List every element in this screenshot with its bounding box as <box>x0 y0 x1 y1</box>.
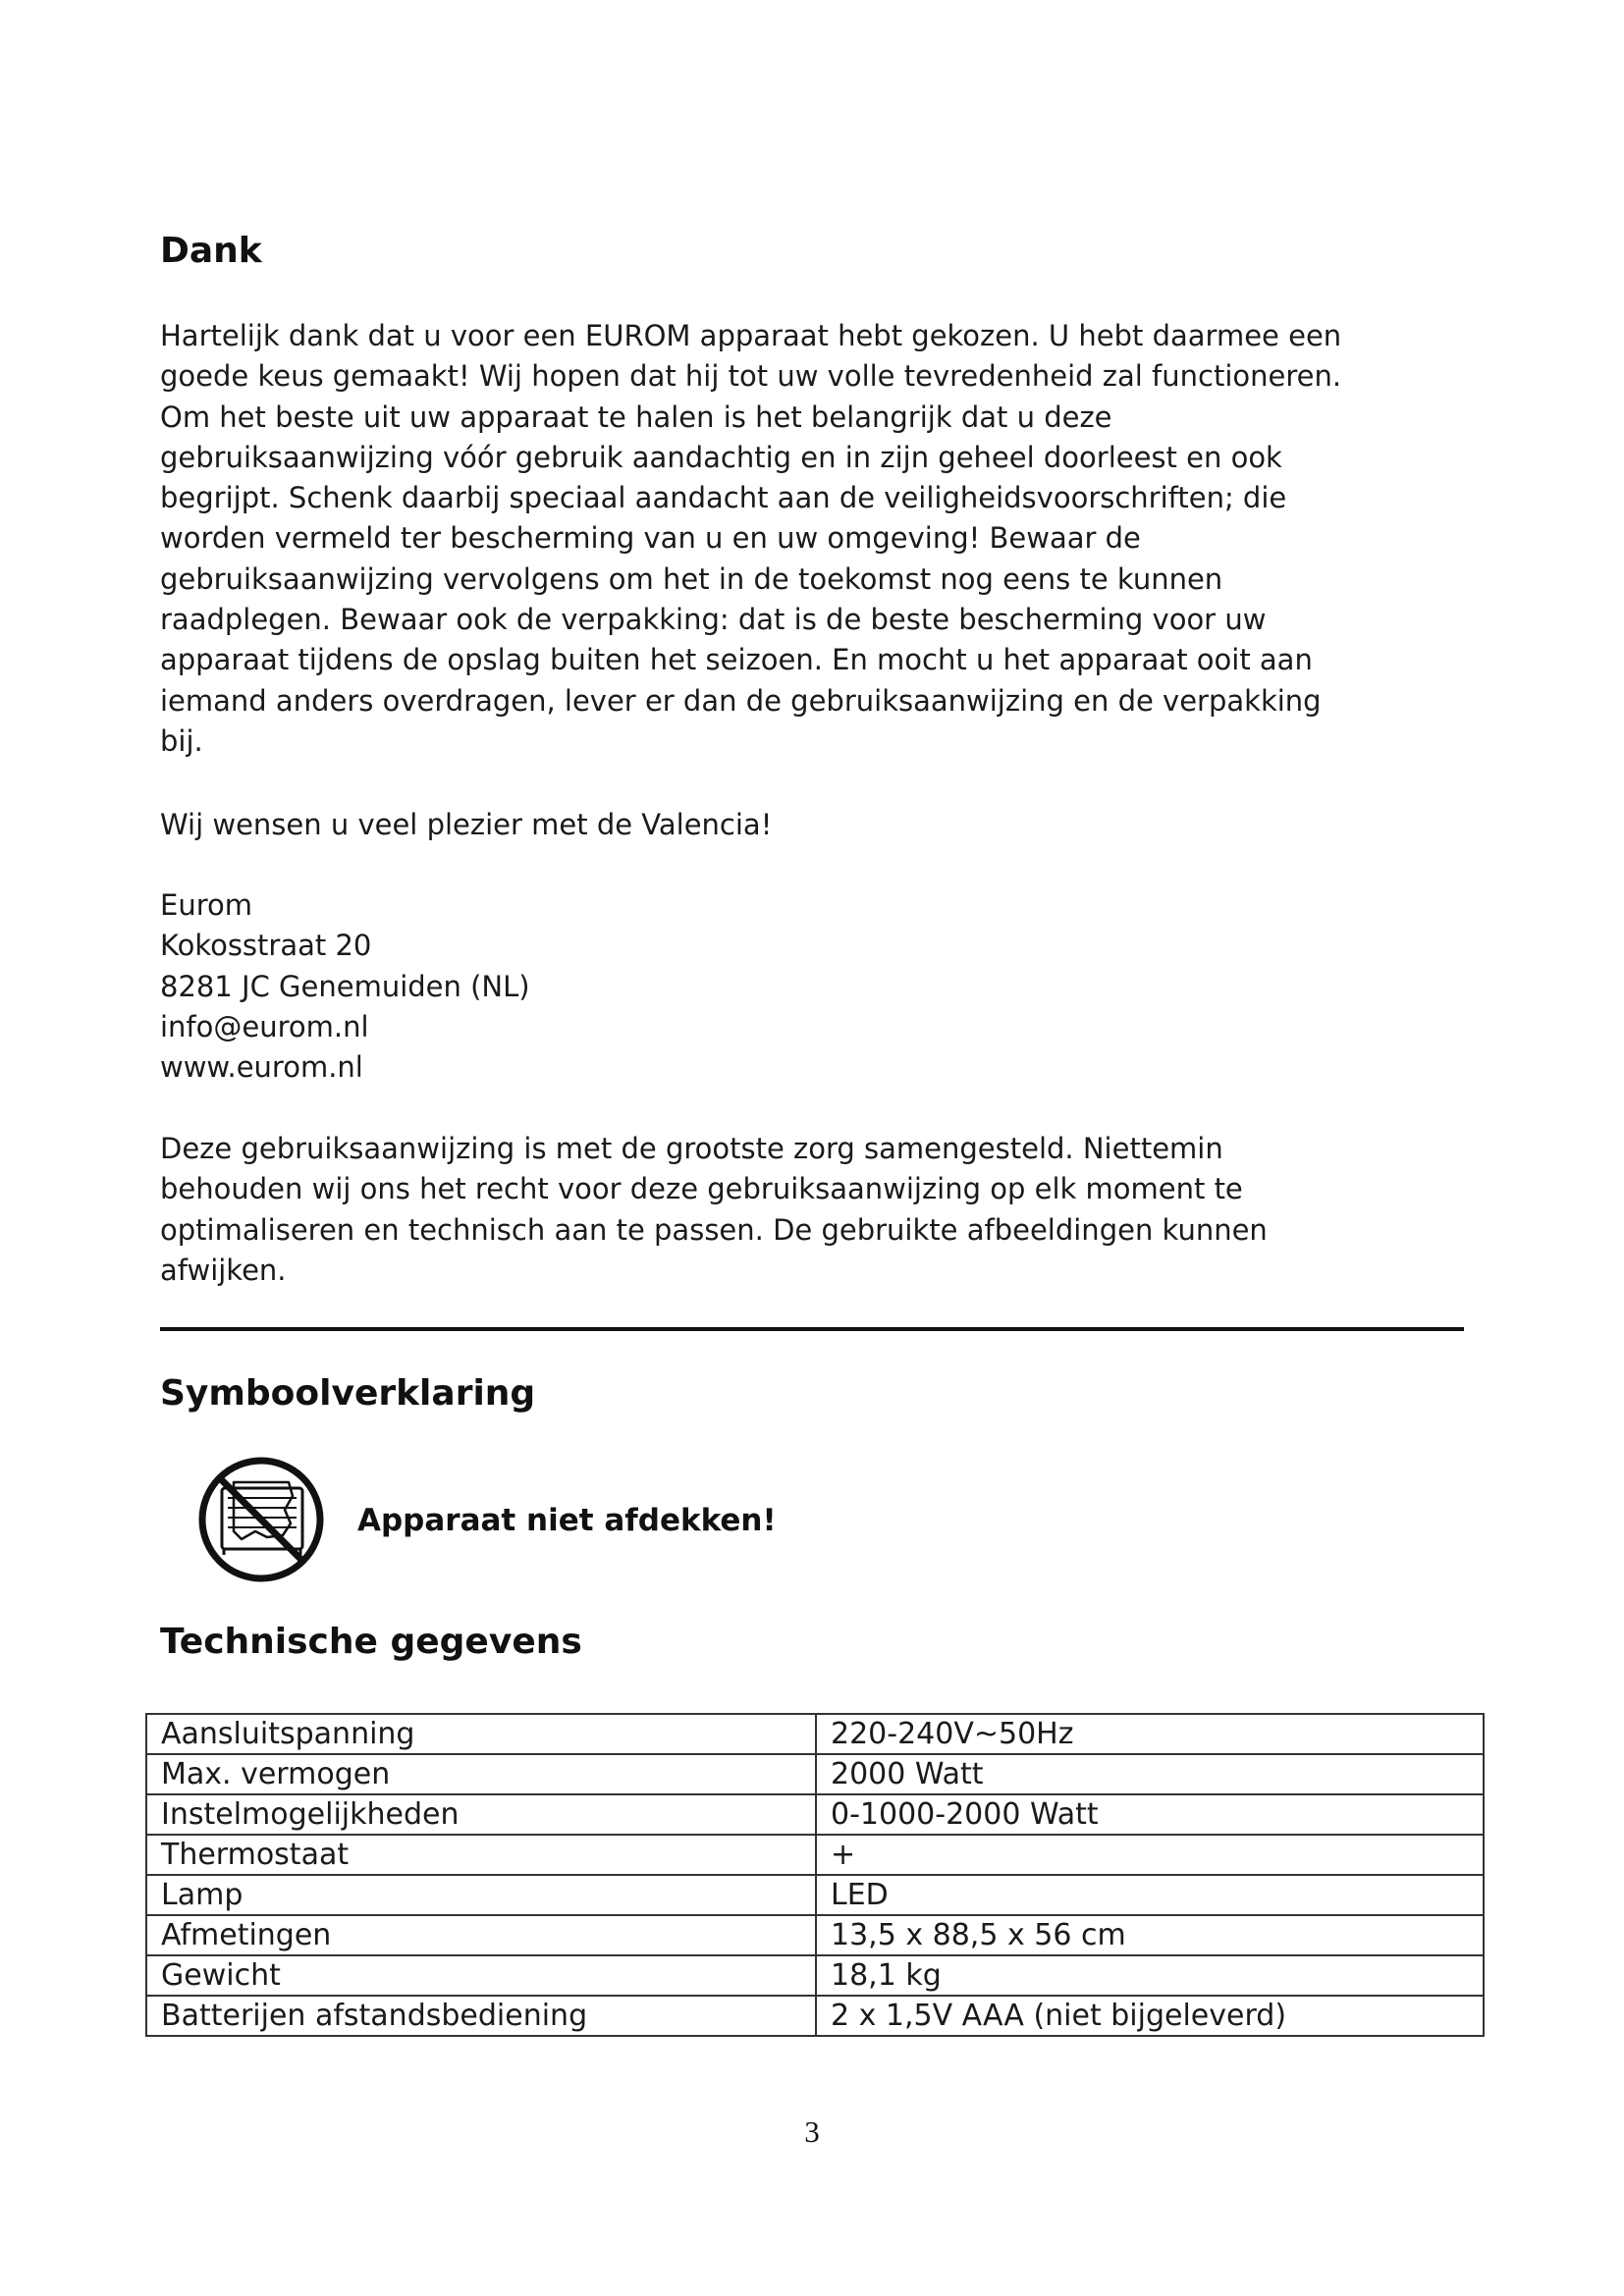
spec-label: Afmetingen <box>146 1915 816 1955</box>
table-row <box>146 1955 1484 1996</box>
heading-symbol-explanation: Symboolverklaring <box>160 1373 536 1414</box>
symbol-item <box>194 1453 1078 1590</box>
spec-label: Aansluitspanning <box>146 1714 816 1754</box>
spec-value: 220-240V~50Hz <box>816 1714 1484 1754</box>
technical-data-table <box>145 1713 1485 2037</box>
spec-label: Instelmogelijkheden <box>146 1794 816 1835</box>
spec-label: Max. vermogen <box>146 1754 816 1794</box>
spec-value: 18,1 kg <box>816 1955 1484 1996</box>
spec-value: 2000 Watt <box>816 1754 1484 1794</box>
table-row <box>146 1835 1484 1875</box>
disclaimer-paragraph: Deze gebruiksaanwijzing is met de grootste zorg samengesteld. Niettemin behouden wij ons het recht voor deze gebruiksaanwijzing op elk moment te optimaliseren en technisch aan te passen. De gebruikte afbeeldingen kunnen afwijken. <box>160 1132 1268 1287</box>
spec-label: Batterijen afstandsbediening <box>146 1996 816 2036</box>
heading-technical-data: Technische gegevens <box>160 1622 582 1662</box>
section-divider <box>160 1327 1464 1331</box>
company-address: Eurom Kokosstraat 20 8281 JC Genemuiden (NL) info@eurom.nl www.eurom.nl <box>160 888 530 1085</box>
table-row <box>146 1915 1484 1955</box>
spec-value: 13,5 x 88,5 x 56 cm <box>816 1915 1484 1955</box>
symbol-label: Apparaat niet afdekken! <box>357 1503 777 1538</box>
do-not-cover-icon <box>194 1453 328 1586</box>
table-row <box>146 1794 1484 1835</box>
spec-label: Lamp <box>146 1875 816 1915</box>
spec-label: Thermostaat <box>146 1835 816 1875</box>
spec-value: LED <box>816 1875 1484 1915</box>
table-row <box>146 1714 1484 1754</box>
table-row <box>146 1996 1484 2036</box>
spec-label: Gewicht <box>146 1955 816 1996</box>
intro-paragraph: Hartelijk dank dat u voor een EUROM apparaat hebt gekozen. U hebt daarmee een goede keus gemaakt! Wij hopen dat hij tot uw volle tevredenheid zal functioneren. Om het beste uit uw apparaat te halen is het belangrijk dat u deze gebruiksaanwijzing vóór gebruik aandachtig en in zijn geheel doorleest en ook begrijpt. Schenk daarbij speciaal aandacht aan de veiligheidsvoorschriften; die worden vermeld ter bescherming van u en uw omgeving! Bewaar de gebruiksaanwijzing vervolgens om het in de toekomst nog eens te kunnen raadplegen. Bewaar ook de verpakking: dat is de beste bescherming voor uw apparaat tijdens de opslag buiten het seizoen. En mocht u het apparaat ooit aan iemand anders overdragen, lever er dan de gebruiksaanwijzing en de verpakking bij. <box>160 319 1342 758</box>
spec-value: 2 x 1,5V AAA (niet bijgeleverd) <box>816 1996 1484 2036</box>
spec-value: 0-1000-2000 Watt <box>816 1794 1484 1835</box>
spec-value: + <box>816 1835 1484 1875</box>
heading-dank: Dank <box>160 231 262 271</box>
page-number: 3 <box>804 2114 820 2149</box>
wish-paragraph: Wij wensen u veel plezier met de Valencia! <box>160 808 773 841</box>
table-row <box>146 1875 1484 1915</box>
table-row <box>146 1754 1484 1794</box>
